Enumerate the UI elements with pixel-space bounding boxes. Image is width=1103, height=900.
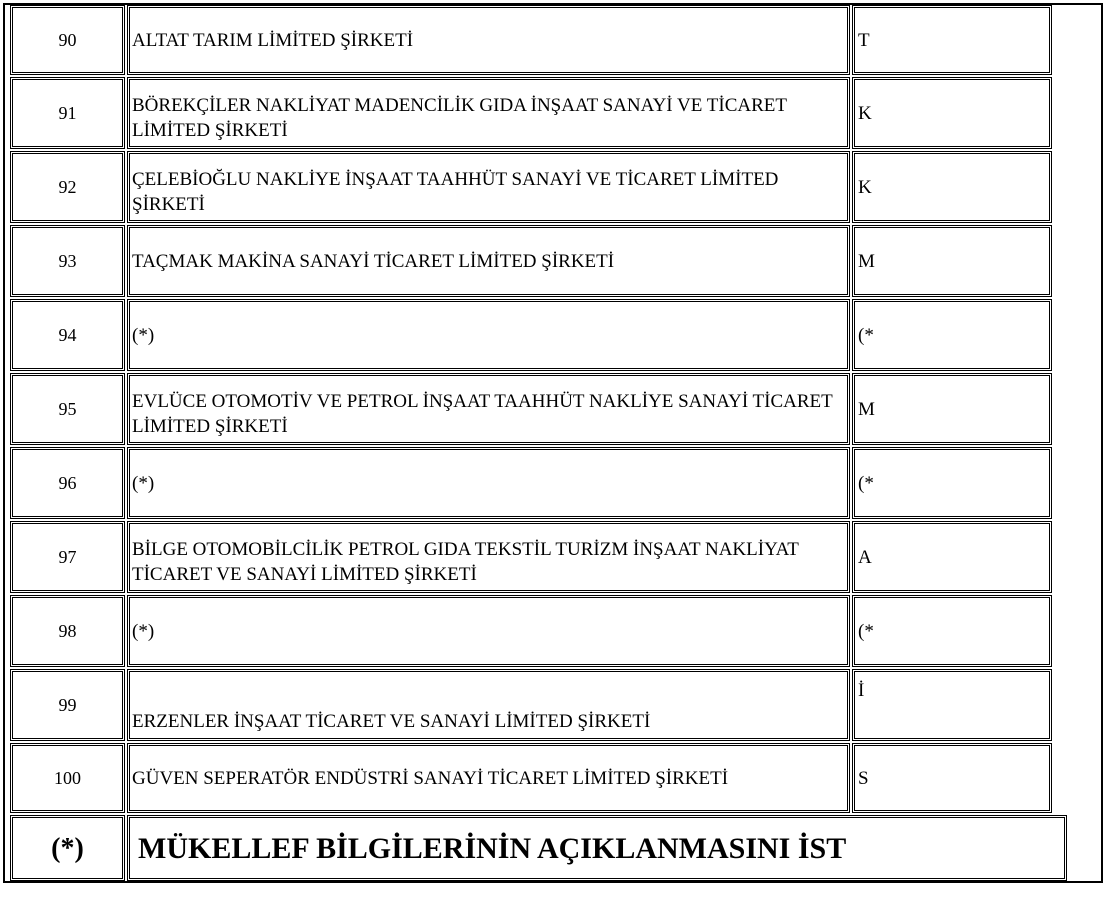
row-extra-cell: S [852,743,1052,813]
row-number: 93 [10,225,125,297]
footer-row [5,815,1101,881]
company-name: ALTAT TARIM LİMİTED ŞİRKETİ [127,5,850,75]
row-extra-cell: T [852,5,1052,75]
row-extra-cell: K [852,77,1052,149]
row-extra-cell: (* [852,299,1052,371]
table-row [5,77,1101,149]
footer-marker: (*) [10,815,125,881]
row-number: 99 [10,669,125,741]
company-name: (*) [127,299,850,371]
company-name: EVLÜCE OTOMOTİV VE PETROL İNŞAAT TAAHHÜT NAKLİYE SANAYİ TİCARET LİMİTED ŞİRKETİ [127,373,850,445]
company-name: (*) [127,595,850,667]
table-row [5,521,1101,593]
table-row [5,743,1101,813]
company-name: ERZENLER İNŞAAT TİCARET VE SANAYİ LİMİTED ŞİRKETİ [127,669,850,741]
taxpayer-table [3,3,1103,883]
company-name: (*) [127,447,850,519]
table-row [5,299,1101,371]
table-row [5,151,1101,223]
table-row [5,225,1101,297]
row-number: 98 [10,595,125,667]
row-number: 96 [10,447,125,519]
table-row [5,669,1101,741]
row-number: 95 [10,373,125,445]
company-name: TAÇMAK MAKİNA SANAYİ TİCARET LİMİTED ŞİRKETİ [127,225,850,297]
footer-note: MÜKELLEF BİLGİLERİNİN AÇIKLANMASINI İST [127,815,1067,881]
table-row [5,447,1101,519]
row-number: 90 [10,5,125,75]
row-extra-cell: M [852,225,1052,297]
company-name: BÖREKÇİLER NAKLİYAT MADENCİLİK GIDA İNŞAAT SANAYİ VE TİCARET LİMİTED ŞİRKETİ [127,77,850,149]
table-row [5,373,1101,445]
row-number: 100 [10,743,125,813]
row-number: 97 [10,521,125,593]
row-extra-cell: (* [852,595,1052,667]
company-name: BİLGE OTOMOBİLCİLİK PETROL GIDA TEKSTİL TURİZM İNŞAAT NAKLİYAT TİCARET VE SANAYİ LİMİTED ŞİRKETİ [127,521,850,593]
row-number: 91 [10,77,125,149]
row-extra-cell: M [852,373,1052,445]
company-name: ÇELEBİOĞLU NAKLİYE İNŞAAT TAAHHÜT SANAYİ VE TİCARET LİMİTED ŞİRKETİ [127,151,850,223]
row-extra-cell: K [852,151,1052,223]
row-extra-cell: (* [852,447,1052,519]
table-row [5,5,1101,75]
table-row [5,595,1101,667]
company-name: GÜVEN SEPERATÖR ENDÜSTRİ SANAYİ TİCARET LİMİTED ŞİRKETİ [127,743,850,813]
row-extra-cell: İ [852,669,1052,741]
row-number: 92 [10,151,125,223]
row-extra-cell: A [852,521,1052,593]
row-number: 94 [10,299,125,371]
